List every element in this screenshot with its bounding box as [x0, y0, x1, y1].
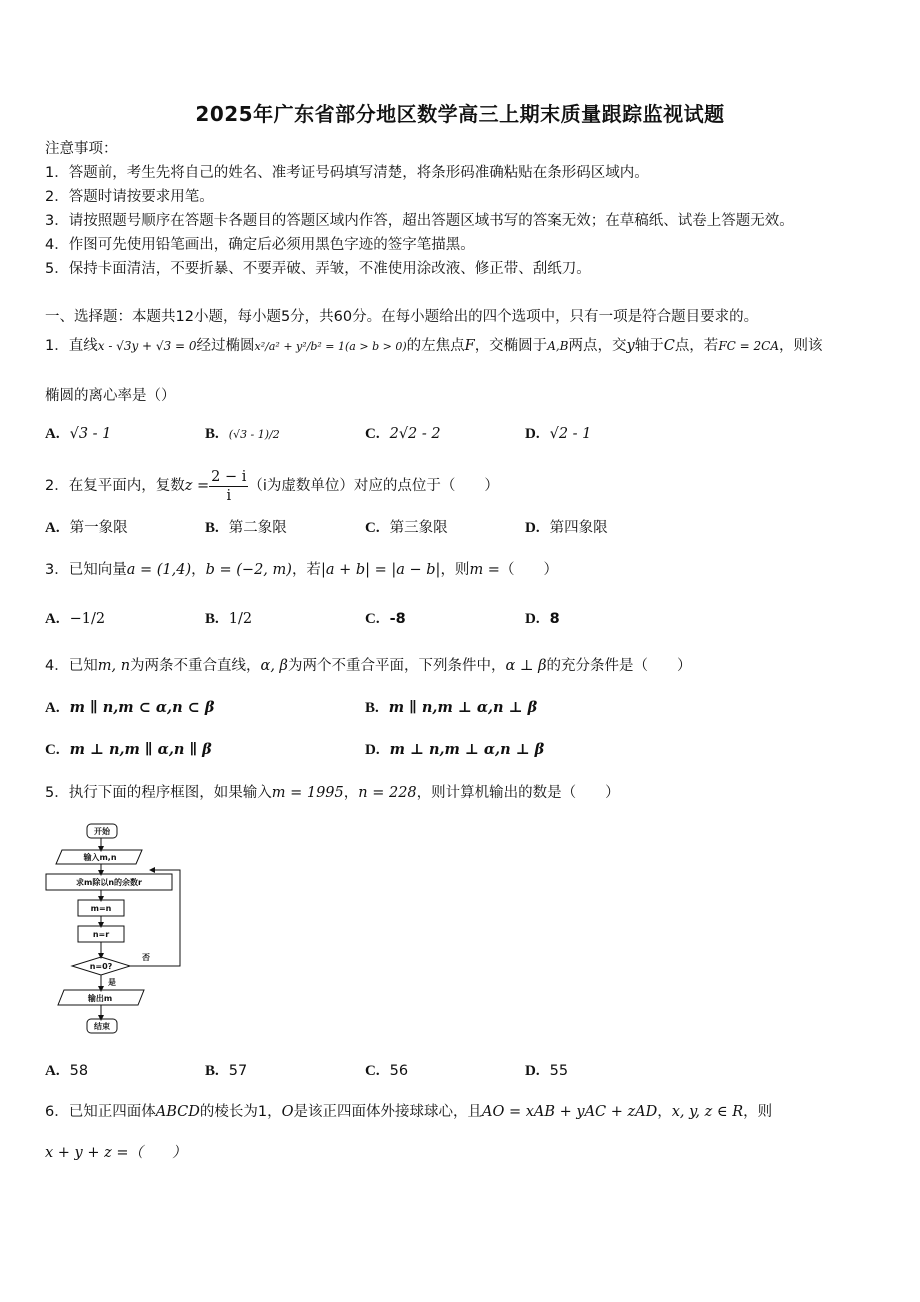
- notice-item-4: 4．作图可先使用铅笔画出，确定后必须用黑色字迹的签字笔描黑。: [45, 237, 475, 253]
- flow-step3-text: n=r: [92, 930, 110, 939]
- q4-option-d[interactable]: D. m ⊥ n,m ⊥ α,n ⊥ β: [365, 741, 545, 758]
- program-flowchart: [42, 822, 187, 1037]
- q2-option-c[interactable]: C. 第三象限: [365, 520, 448, 536]
- q1-option-d[interactable]: D. √2 - 1: [525, 426, 592, 442]
- section-heading: 一、选择题：本题共12小题，每小题5分，共60分。在每小题给出的四个选项中，只有一项是符合题目要求的。: [45, 309, 759, 325]
- page-title: 2025年广东省部分地区数学高三上期末质量跟踪监视试题: [195, 102, 725, 126]
- question-6-stem-cont: x + y + z =（ ）: [45, 1145, 187, 1161]
- q1-option-c[interactable]: C. 2√2 - 2: [365, 426, 441, 442]
- notice-item-3: 3．请按照题号顺序在答题卡各题目的答题区域内作答，超出答题区域书写的答案无效；在草稿纸、试卷上答题无效。: [45, 213, 794, 229]
- question-1-stem-cont: 椭圆的离心率是（）: [45, 388, 176, 404]
- q1-option-a[interactable]: A. √3 - 1: [45, 426, 112, 442]
- flow-end-text: 结束: [94, 1022, 110, 1031]
- q3-option-d[interactable]: D. 8: [525, 611, 560, 627]
- flow-start-text: 开始: [94, 827, 110, 836]
- flow-decision-text: n=0?: [89, 962, 113, 971]
- vector-equation: FC = 2CA: [718, 339, 779, 353]
- q1-option-b[interactable]: B. (√3 - 1)/2: [205, 426, 280, 442]
- q2-option-d[interactable]: D. 第四象限: [525, 520, 608, 536]
- flow-step1-text: 求m除以n的余数r: [76, 878, 142, 887]
- question-2-stem: 2．在复平面内，复数z = $\frac{2 - i}{i}$ （i为虚数单位）对应的点位于（ ）: [45, 468, 499, 504]
- flow-yes-text: 是: [108, 978, 116, 987]
- question-3-stem: 3．已知向量a = (1,4)，b = (−2, m)，若|a + b| = |a − b|，则m =（ ）: [45, 562, 558, 578]
- vector-b: b = (−2, m): [205, 562, 292, 578]
- flow-no-text: 否: [142, 953, 150, 962]
- notice-item-2: 2．答题时请按要求用笔。: [45, 189, 214, 205]
- line-equation: x - √3y + √3 = 0: [97, 339, 197, 353]
- question-1-stem: 1．直线x - √3y + √3 = 0经过椭圆x²/a² + y²/b² = 1(a > b > 0)的左焦点F，交椭圆于A,B两点，交y轴于C点，若FC = 2CA，则该: [45, 338, 823, 354]
- flow-step2-text: m=n: [90, 904, 112, 913]
- flow-output-text: 输出m: [87, 994, 113, 1003]
- q2-option-a[interactable]: A. 第一象限: [45, 520, 128, 536]
- q4-option-c[interactable]: C. m ⊥ n,m ∥ α,n ∥ β: [45, 741, 212, 758]
- q5-option-c[interactable]: C. 56: [365, 1063, 409, 1079]
- question-4-stem: 4．已知m, n为两条不重合直线，α, β为两个不重合平面，下列条件中，α ⊥ β的充分条件是（ ）: [45, 658, 692, 674]
- question-6-stem: 6．已知正四面体ABCD的棱长为1，O是该正四面体外接球球心，且AO = xAB + yAC + zAD，x, y, z ∈ R，则: [45, 1104, 773, 1120]
- vector-a: a = (1,4): [126, 562, 192, 578]
- q3-option-a[interactable]: A. −1/2: [45, 611, 106, 627]
- q5-option-d[interactable]: D. 55: [525, 1063, 569, 1079]
- complex-fraction: $\frac{2 - i}{i}$: [211, 468, 247, 504]
- vector-decomposition: AO = xAB + yAC + zAD: [481, 1104, 658, 1120]
- magnitude-condition: |a + b| = |a − b|: [320, 562, 441, 578]
- notice-heading: 注意事项：: [45, 141, 118, 157]
- q3-option-b[interactable]: B. 1/2: [205, 611, 253, 627]
- notice-item-1: 1．答题前，考生先将自己的姓名、准考证号码填写清楚，将条形码准确粘贴在条形码区域内。: [45, 165, 649, 181]
- q5-option-a[interactable]: A. 58: [45, 1063, 89, 1079]
- q3-option-c[interactable]: C. -8: [365, 611, 406, 627]
- notice-item-5: 5．保持卡面清洁，不要折暴、不要弄破、弄皱，不准使用涂改液、修正带、刮纸刀。: [45, 261, 591, 277]
- q5-option-b[interactable]: B. 57: [205, 1063, 248, 1079]
- q4-option-b[interactable]: B. m ∥ n,m ⊥ α,n ⊥ β: [365, 699, 538, 716]
- question-5-stem: 5．执行下面的程序框图，如果输入m = 1995，n = 228，则计算机输出的数是（ ）: [45, 785, 620, 801]
- q4-option-a[interactable]: A. m ∥ n,m ⊂ α,n ⊂ β: [45, 699, 215, 716]
- q2-option-b[interactable]: B. 第二象限: [205, 520, 287, 536]
- flow-input-text: 输入m,n: [83, 853, 117, 862]
- ellipse-equation: x²/a² + y²/b² = 1(a > b > 0): [254, 340, 407, 353]
